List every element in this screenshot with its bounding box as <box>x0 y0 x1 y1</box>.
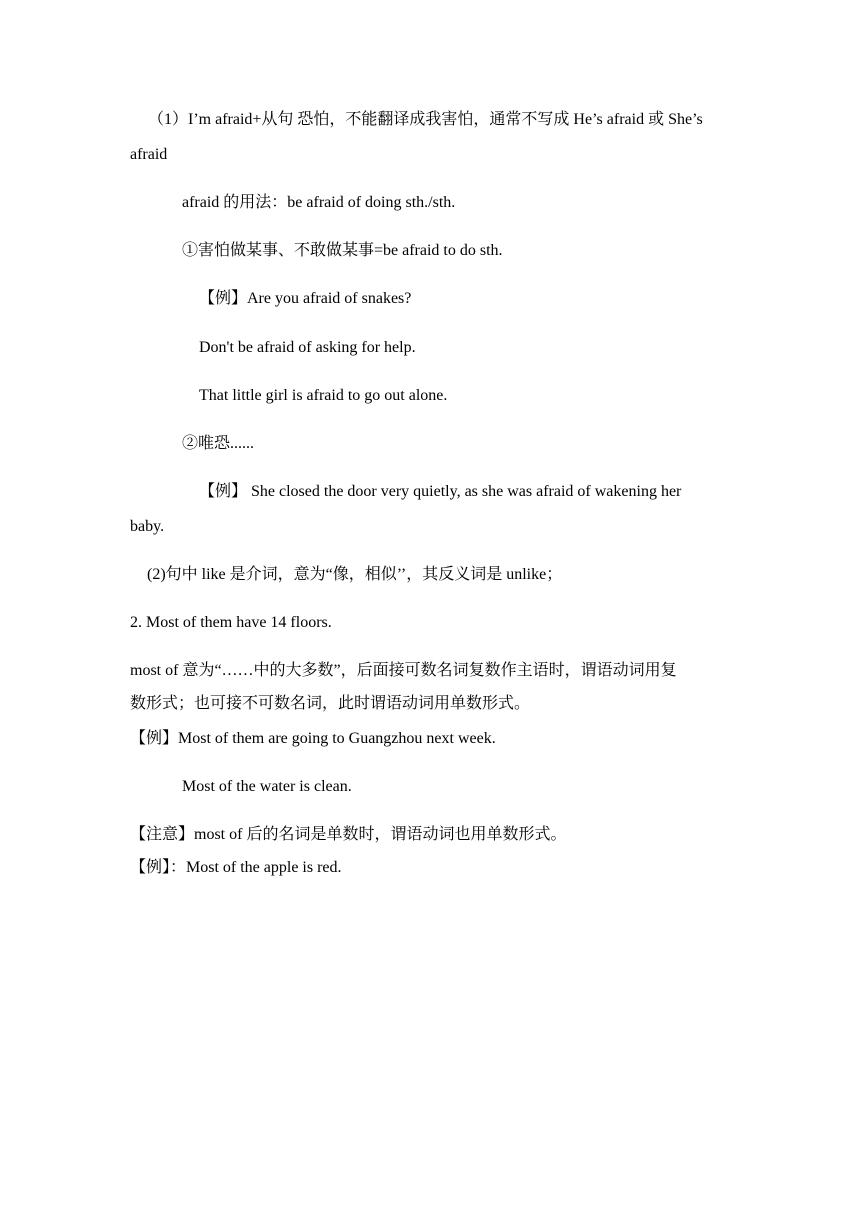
note-most-of-singular: 【注意】most of 后的名词是单数时，谓语动词也用单数形式。 <box>130 826 567 843</box>
paragraph-afraid-to-do: ①害怕做某事、不敢做某事=be afraid to do sth. <box>182 242 503 259</box>
paragraph-most-of-line1: most of 意为“……中的大多数”，后面接可数名词复数作主语时，谓语动词用复 <box>130 662 677 679</box>
example-snakes: 【例】Are you afraid of snakes? <box>199 290 412 307</box>
paragraph-like-preposition: (2)句中 like 是介词，意为“像，相似’’，其反义词是 unlike； <box>147 566 563 583</box>
paragraph-afraid-clause-line2: afraid <box>130 146 168 163</box>
example-closed-door-line1: 【例】 She closed the door very quietly, as she was afraid of wakening her <box>199 483 682 500</box>
paragraph-afraid-usage: afraid 的用法：be afraid of doing sth./sth. <box>182 194 456 211</box>
example-little-girl: That little girl is afraid to go out alone. <box>199 387 448 404</box>
paragraph-for-fear: ②唯恐...... <box>182 435 255 452</box>
example-closed-door-line2: baby. <box>130 518 165 535</box>
paragraph-afraid-clause-line1: （1）I’m afraid+从句 恐怕，不能翻译成我害怕，通常不写成 He’s afraid 或 She’s <box>148 111 703 128</box>
paragraph-most-of-line2: 数形式；也可接不可数名词，此时谓语动词用单数形式。 <box>130 695 531 712</box>
section-heading-most-of-them: 2. Most of them have 14 floors. <box>130 614 332 631</box>
example-guangzhou: 【例】Most of them are going to Guangzhou next week. <box>130 730 496 747</box>
example-apple: 【例】：Most of the apple is red. <box>130 859 342 876</box>
example-water: Most of the water is clean. <box>182 778 352 795</box>
example-asking-help: Don't be afraid of asking for help. <box>199 339 416 356</box>
